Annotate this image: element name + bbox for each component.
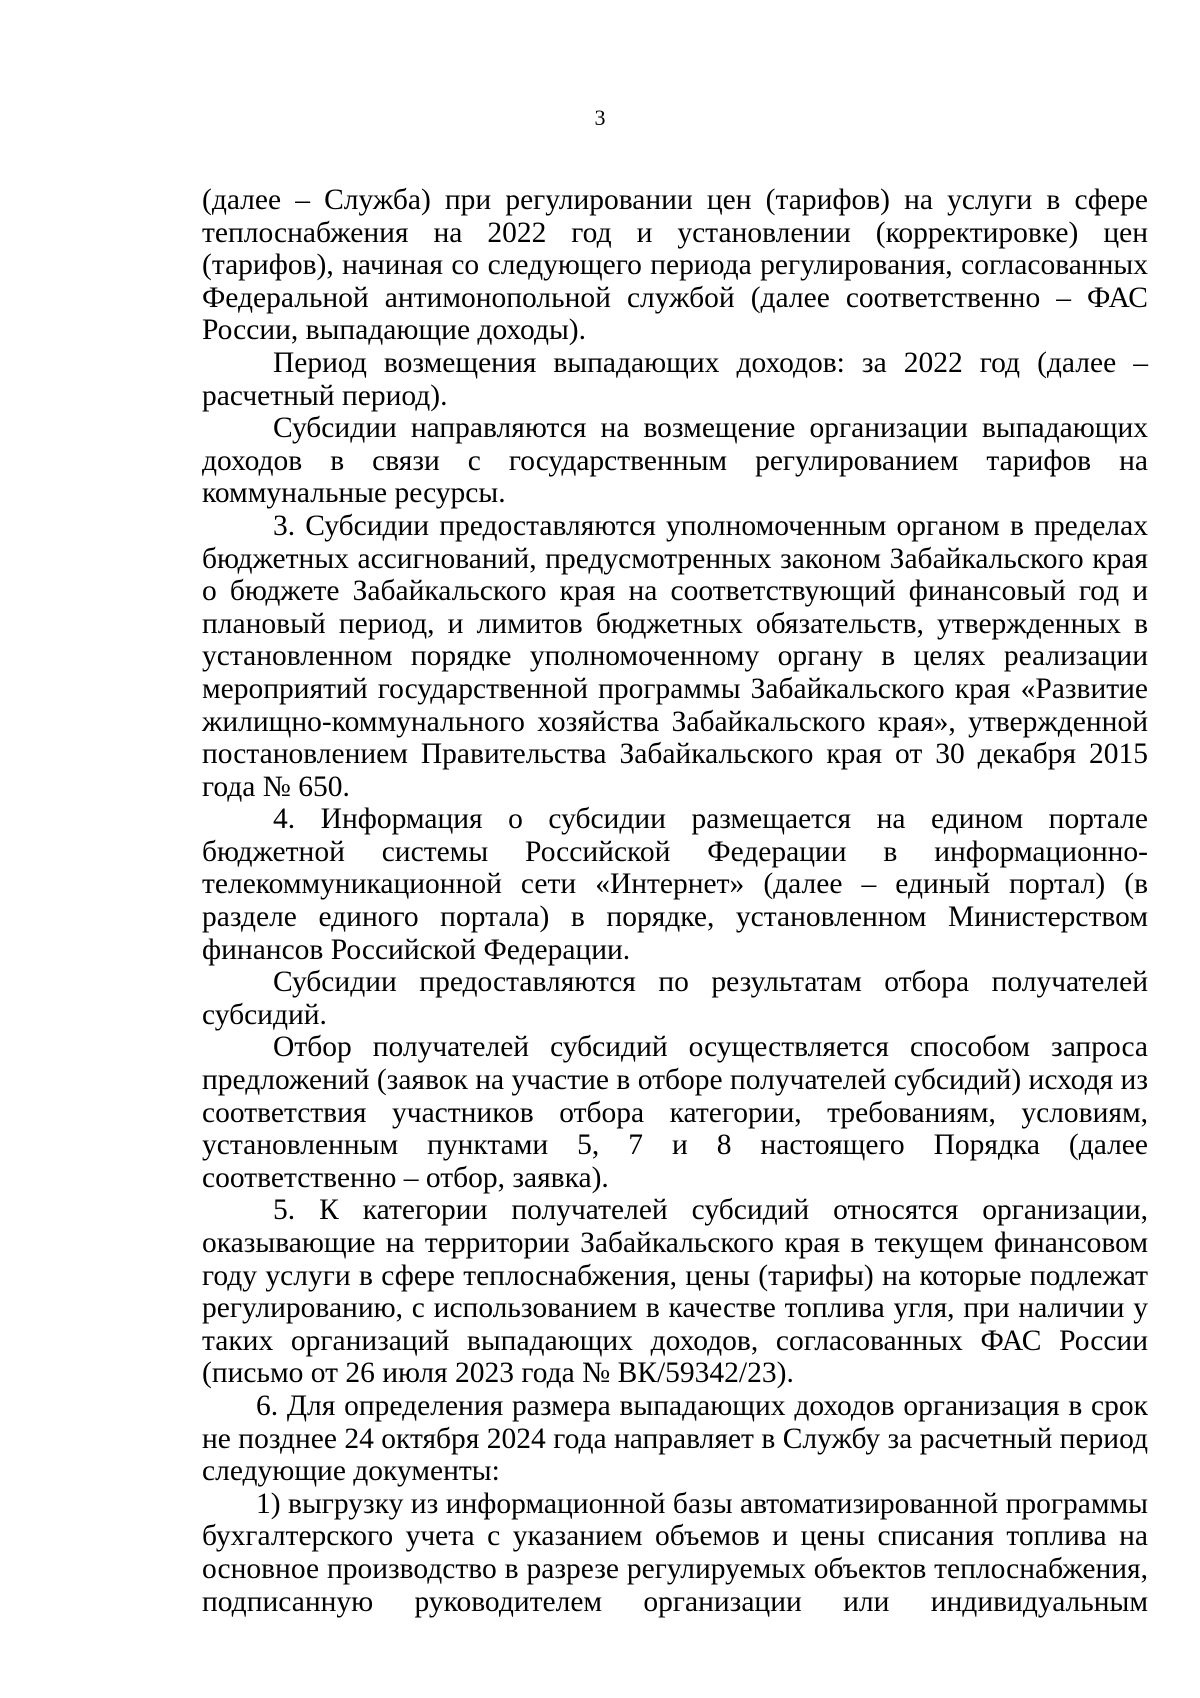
document-body <box>202 184 1148 1618</box>
paragraph-reimbursement-period: Период возмещения выпадающих доходов: за 2022 год (далее – расчетный период). <box>202 346 1148 412</box>
paragraph-item-4: 4. Информация о субсидии размещается на едином портале бюджетной системы Российской Федерации в информационно-телекоммуникационной сети «Интернет» (далее – единый портал) (в разделе единого портала) в порядке, установленном Министерством финансов Российской Федерации. <box>202 803 1148 966</box>
paragraph-item-5: 5. К категории получателей субсидий относятся организации, оказывающие на территории Забайкальского края в текущем финансовом году услуги в сфере теплоснабжения, цены (тарифы) на которые подлежат регулированию, с использованием в качестве топлива угля, при наличии у таких организаций выпадающих доходов, согласованных ФАС России (письмо от 26 июля 2023 года № ВК/59342/23). <box>202 1194 1148 1390</box>
paragraph-selection-method: Отбор получателей субсидий осуществляется способом запроса предложений (заявок на участие в отборе получателей субсидий) исходя из соответствия участников отбора категории, требованиям, условиям, установленным пунктами 5, 7 и 8 настоящего Порядка (далее соответственно – отбор, заявка). <box>202 1031 1148 1194</box>
paragraph-selection-results: Субсидии предоставляются по результатам отбора получателей субсидий. <box>202 966 1148 1031</box>
paragraph-item-3: 3. Субсидии предоставляются уполномоченным органом в пределах бюджетных ассигнований, предусмотренных законом Забайкальского края о бюджете Забайкальского края на соответствующий финансовый год и плановый период, и лимитов бюджетных обязательств, утвержденных в установленном порядке уполномоченному органу в целях реализации мероприятий государственной программы Забайкальского края «Развитие жилищно-коммунального хозяйства Забайкальского края», утвержденной постановлением Правительства Забайкальского края от 30 декабря 2015 года № 650. <box>202 509 1148 803</box>
paragraph-subitem-1: 1) выгрузку из информационной базы автоматизированной программы бухгалтерского учета с указанием объемов и цены списания топлива на основное производство в разрезе регулируемых объектов теплоснабжения, подписанную руководителем организации или индивидуальным <box>202 1487 1148 1618</box>
paragraph-subsidy-purpose: Субсидии направляются на возмещение организации выпадающих доходов в связи с государственным регулированием тарифов на коммунальные ресурсы. <box>202 412 1148 510</box>
page-number: 3 <box>594 105 606 130</box>
paragraph-continuation: (далее – Служба) при регулировании цен (тарифов) на услуги в сфере теплоснабжения на 2022 год и установлении (корректировке) цен (тарифов), начиная со следующего периода регулирования, согласованных Федеральной антимонопольной службой (далее соответственно – ФАС России, выпадающие доходы). <box>202 184 1148 347</box>
paragraph-item-6: 6. Для определения размера выпадающих доходов организация в срок не позднее 24 октября 2024 года направляет в Службу за расчетный период следующие документы: <box>202 1389 1148 1488</box>
